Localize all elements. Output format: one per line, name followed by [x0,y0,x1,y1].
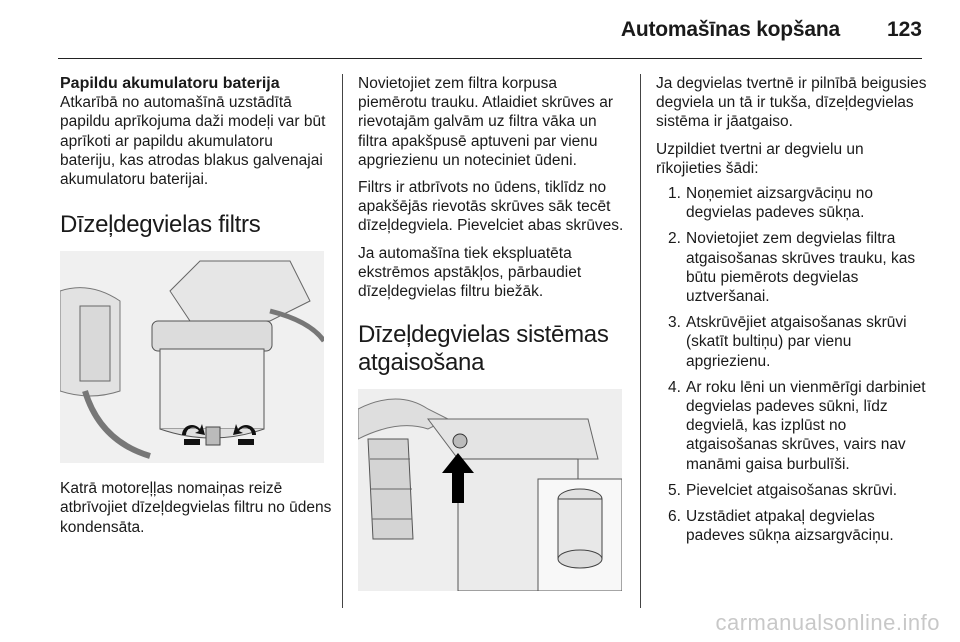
step-text: Pievelciet atgaisošanas skrūvi. [686,481,898,499]
step-number: 1. [668,185,681,203]
column-2 [358,74,630,591]
col3-paragraph-2: Uzpildiet tvertni ar degvielu un rīkojieties šādi: [656,140,864,177]
column-divider-1 [342,74,343,608]
page-header-title: Automašīnas kopšana [620,18,840,41]
diesel-filter-illustration [60,251,324,463]
list-item [656,378,928,474]
page-number: 123 [886,18,922,41]
column-1 [60,74,332,537]
header-rule [58,58,922,59]
heading-aux-battery: Papildu akumulatoru baterija [60,75,280,92]
step-text: Ar roku lēni un vienmērīgi darbiniet degvielas padeves sūkni, līdz degvielā, kas izplūst no atgaisošanas skrūves, vairs nav manāmi gaisa burbulīši. [686,378,926,473]
col2-paragraph-1: Novietojiet zem filtra korpusa piemērotu trauku. Atlaidiet skrūves ar rievotajām galvām uz filtra vāka un filtra apakšpusē aptuveni par vienu apgriezienu un noteciniet ūdeni. [358,75,614,169]
step-number: 4. [668,378,681,396]
list-item [656,229,928,306]
column-divider-2 [640,74,641,608]
step-text: Novietojiet zem degvielas filtra atgaisošanas skrūves trauku, kas būtu piemērots degvielas uztveršanai. [686,230,916,306]
list-item [656,507,928,545]
step-number: 3. [668,314,681,332]
bleeding-illustration [358,389,622,591]
list-item [656,313,928,371]
rotate-arrow-right-icon [232,421,260,449]
heading-bleeding: Dīzeļdegvielas sistēmas atgaisošana [358,321,609,377]
column-3 [656,74,928,552]
list-item [656,481,928,500]
aux-battery-text: Atkarībā no automašīnā uzstādītā papildu aprīkojuma daži modeļi var būt aprīkoti ar papildu akumulatoru bateriju, kas atrodas blakus galvenajai akumulatoru baterijai. [60,94,326,189]
filter-text: Katrā motoreļļas nomaiņas reizē atbrīvojiet dīzeļdegvielas filtru no ūdens kondensāta. [60,480,332,536]
step-text: Noņemiet aizsargvāciņu no degvielas padeves sūkņa. [686,185,873,222]
list-item [656,184,928,222]
step-text: Uzstādiet atpakaļ degvielas padeves sūkņa aizsargvāciņu. [686,508,894,545]
heading-diesel-filter: Dīzeļdegvielas filtrs [60,211,261,239]
step-number: 6. [668,508,681,526]
step-text: Atskrūvējiet atgaisošanas skrūvi (skatīt bultiņu) par vienu apgriezienu. [686,314,907,370]
bleeding-steps-list [656,184,928,545]
col3-paragraph-1: Ja degvielas tvertnē ir pilnībā beigusies degviela un tā ir tukša, dīzeļdegvielas sistēma ir jāatgaiso. [656,75,927,131]
watermark: carmanualsonline.info [715,610,940,635]
step-number: 2. [668,230,681,248]
bleeding-drawing [358,389,622,591]
col2-paragraph-3: Ja automašīna tiek ekspluatēta ekstrēmos apstākļos, pārbaudiet dīzeļdegvielas filtru biežāk. [358,244,582,301]
rotate-arrow-left-icon [178,421,206,449]
step-number: 5. [668,481,681,499]
col2-paragraph-2: Filtrs ir atbrīvots no ūdens, tiklīdz no apakšējās rievotās skrūves sāk tecēt dīzeļdegviela. Pievelciet abas skrūves. [358,179,624,235]
up-arrow-icon [442,453,474,503]
